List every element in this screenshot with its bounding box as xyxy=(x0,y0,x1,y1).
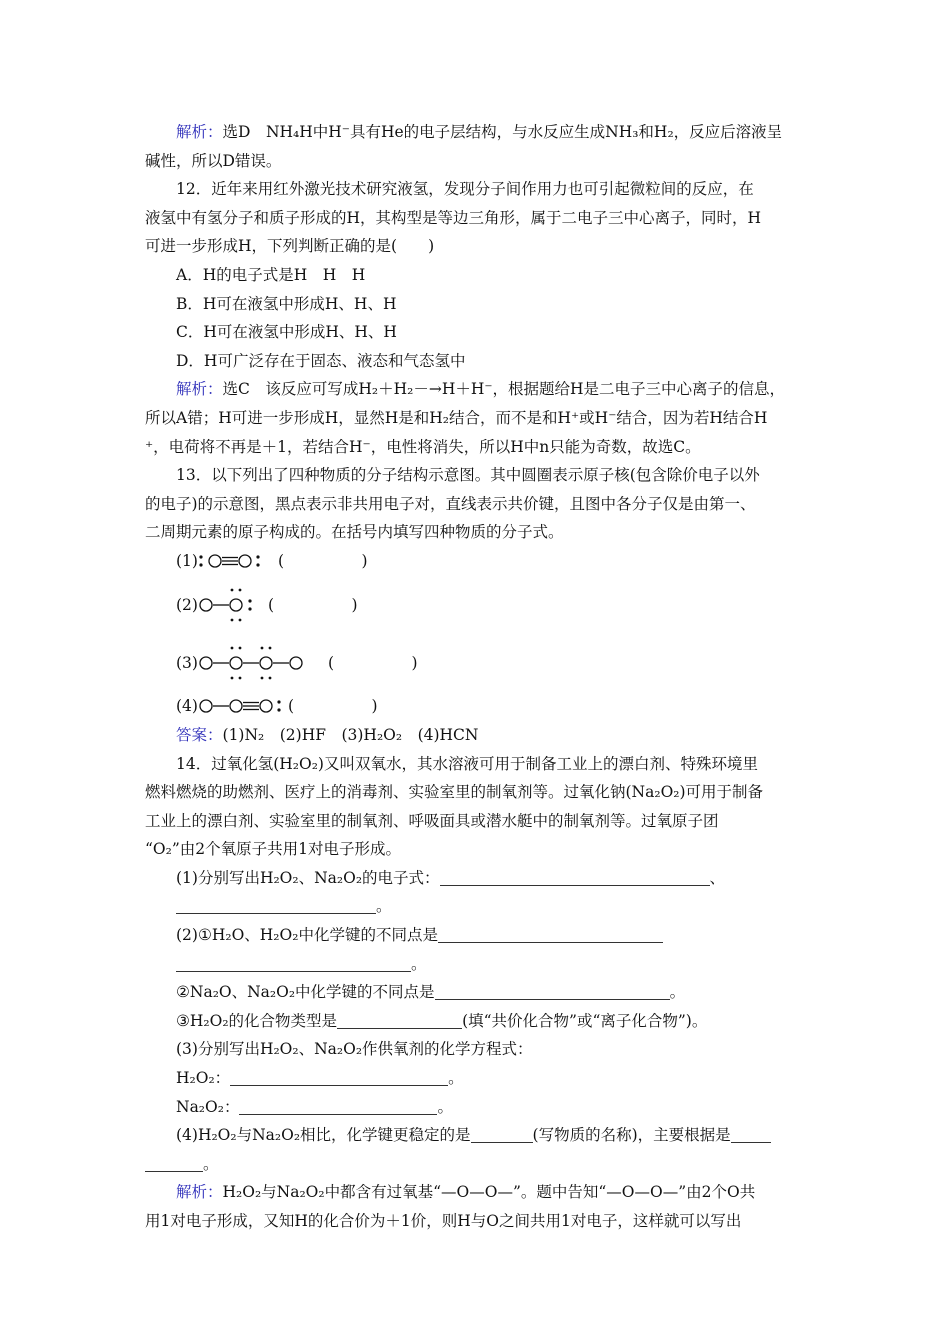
molecule-4-diagram xyxy=(198,696,288,716)
analysis-label: 解析： xyxy=(176,1183,223,1202)
answer-blank[interactable] xyxy=(731,1124,771,1143)
subq-3: (3)分别写出H₂O₂、Na₂O₂作供氧剂的化学方程式： xyxy=(176,1040,533,1059)
analysis-14: 解析：H₂O₂与Na₂O₂中都含有过氧基“—O—O—”。题中告知“—O—O—”由2个O共 xyxy=(176,1183,756,1202)
question-14: 14．过氧化氢(H₂O₂)又叫双氧水，其水溶液可用于制备工业上的漂白剂、特殊环境里 xyxy=(176,754,758,773)
answer-blank[interactable] xyxy=(471,1124,533,1143)
option-a: A．H的电子式是H H H xyxy=(176,265,366,284)
molecule-2-number: (2) xyxy=(176,595,198,614)
answer-blank[interactable] xyxy=(176,895,376,914)
answer-blank[interactable] xyxy=(438,924,663,943)
molecule-2 xyxy=(145,576,810,634)
answer-paren-1: ( ) xyxy=(277,552,368,571)
question-13: 13．以下列出了四种物质的分子结构示意图。其中圆圈表示原子核(包含除价电子以外 xyxy=(176,466,760,485)
subq-3-h2o2: H₂O₂： 。 xyxy=(176,1069,464,1088)
analysis-11-cont: 碱性，所以D错误。 xyxy=(145,151,282,170)
answer-blank[interactable] xyxy=(230,1067,448,1086)
analysis-14-line2: 用1对电子形成，又知H的化合价为＋1价，则H与O之间共用1对电子，这样就可以写出 xyxy=(145,1212,742,1230)
subq-4-cont: 。 xyxy=(145,1150,810,1179)
analysis-label: 解析： xyxy=(176,380,223,399)
molecule-3-diagram xyxy=(198,643,328,683)
question-14-line3: 工业上的漂白剂、实验室里的制氧剂、呼吸面具或潜水艇中的制氧剂等。过氧原子团 xyxy=(145,811,719,830)
subq-2c: ③H₂O₂的化合物类型是 (填“共价化合物”或“离子化合物”)。 xyxy=(176,1011,708,1030)
molecule-3-number: (3) xyxy=(176,653,198,672)
molecule-2-diagram xyxy=(198,585,268,625)
molecule-1 xyxy=(145,547,810,576)
answer-label: 答案： xyxy=(176,725,223,744)
molecule-4 xyxy=(145,692,810,721)
question-13-line3: 二周期元素的原子构成的。在括号内填写四种物质的分子式。 xyxy=(145,523,564,542)
analysis-11: 解析：选D NH₄H中H⁻具有He的电子层结构，与水反应生成NH₃和H₂，反应后溶液呈 xyxy=(176,123,783,141)
subq-1-cont: 。 xyxy=(145,892,810,921)
document-page xyxy=(145,118,810,1236)
subq-1: (1)分别写出H₂O₂、Na₂O₂的电子式： 、 xyxy=(176,868,726,887)
molecule-4-number: (4) xyxy=(176,697,198,716)
answer-paren-2: ( ) xyxy=(267,595,358,614)
question-12-line3: 可进一步形成H，下列判断正确的是( ) xyxy=(145,237,435,256)
answer-blank[interactable] xyxy=(435,981,670,1000)
subq-2: (2)①H₂O、H₂O₂中化学键的不同点是 xyxy=(145,921,810,950)
question-12: 12．近年来用红外激光技术研究液氢，发现分子间作用力也可引起微粒间的反应，在 xyxy=(176,180,754,199)
question-12-line2: 液氢中有氢分子和质子形成的H，其构型是等边三角形，属于二电子三中心离子，同时，H xyxy=(145,208,762,227)
analysis-label: 解析： xyxy=(176,123,223,141)
option-d: D．H可广泛存在于固态、液态和气态氢中 xyxy=(176,351,466,370)
analysis-12: 解析：选C 该反应可写成H₂＋H₂－→H＋H⁻，根据题给H是二电子三中心离子的信息， xyxy=(176,380,786,399)
analysis-12-line2: 所以A错；H可进一步形成H，显然H是和H₂结合，而不是和H⁺或H⁻结合，因为若H结合H xyxy=(145,408,768,427)
answer-blank[interactable] xyxy=(145,1153,203,1172)
question-14-line2: 燃料燃烧的助燃剂、医疗上的消毒剂、实验室里的制氧剂等。过氧化钠(Na₂O₂)可用于制备 xyxy=(145,783,764,802)
answer-13: 答案：(1)N₂ (2)HF (3)H₂O₂ (4)HCN xyxy=(176,725,479,744)
analysis-12-line3: ⁺，电荷将不再是＋1，若结合H⁻，电性将消失，所以H中n只能为奇数，故选C。 xyxy=(145,437,701,456)
molecule-3 xyxy=(145,634,810,692)
option-c: C．H可在液氢中形成H、H、H xyxy=(176,323,397,342)
answer-paren-3: ( ) xyxy=(327,653,418,672)
answer-paren-4: ( ) xyxy=(287,697,378,716)
subq-2b: ②Na₂O、Na₂O₂中化学键的不同点是 。 xyxy=(176,983,686,1002)
option-b: B．H可在液氢中形成H、H、H xyxy=(176,294,397,313)
answer-blank[interactable] xyxy=(176,953,411,972)
subq-4: (4)H₂O₂与Na₂O₂相比，化学键更稳定的是 (写物质的名称)，主要根据是 xyxy=(145,1121,810,1150)
answer-blank[interactable] xyxy=(440,867,710,886)
question-14-line4: “O₂”由2个氧原子共用1对电子形成。 xyxy=(145,840,401,859)
answer-blank[interactable] xyxy=(239,1096,437,1115)
subq-2-cont: 。 xyxy=(145,950,810,979)
subq-3-na2o2: Na₂O₂： 。 xyxy=(176,1097,453,1116)
answer-blank[interactable] xyxy=(337,1010,462,1029)
question-13-line2: 的电子)的示意图，黑点表示非共用电子对，直线表示共价键，且图中各分子仅是由第一、 xyxy=(145,494,756,513)
molecule-1-diagram xyxy=(198,551,278,571)
molecule-1-number: (1) xyxy=(176,552,198,571)
